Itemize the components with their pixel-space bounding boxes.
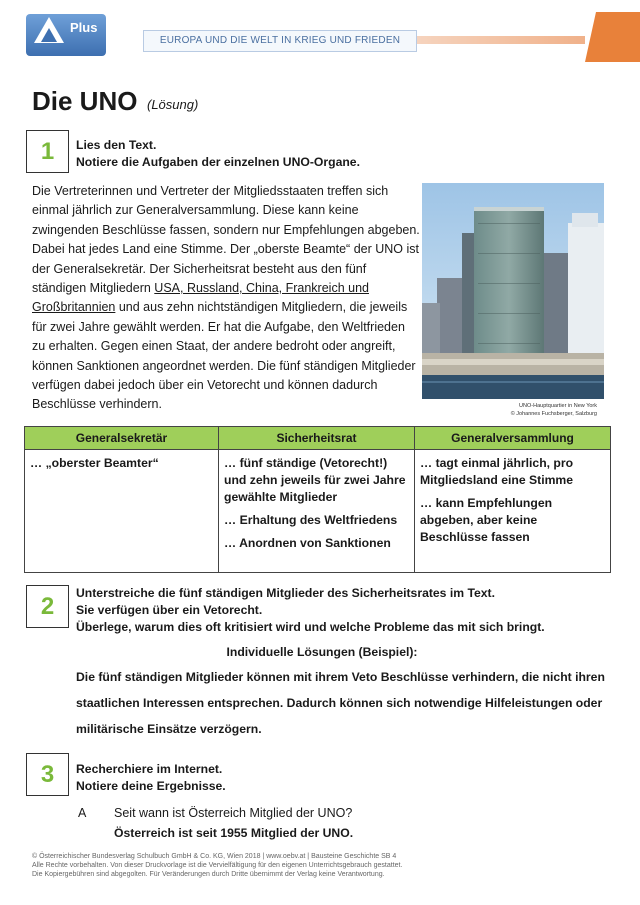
- un-headquarters-photo: [422, 183, 604, 399]
- cell-text: … kann Empfehlungen abgeben, aber keine Beschlüsse fassen: [420, 496, 553, 544]
- page-title: Die UNO: [32, 86, 138, 116]
- series-title: EUROPA UND DIE WELT IN KRIEG UND FRIEDEN: [143, 30, 417, 52]
- research-question: Seit wann ist Österreich Mitglied der UNO?: [114, 806, 353, 820]
- task3-instructions: [76, 761, 226, 795]
- cell-text: … Erhaltung des Weltfriedens: [224, 513, 398, 527]
- task1-instructions: [76, 137, 360, 171]
- task3-line1: Recherchiere im Internet.: [76, 762, 223, 776]
- task2-line3: Überlege, warum dies oft kritisiert wird und welche Probleme das mit sich bringt.: [76, 620, 545, 634]
- cell-generalversammlung: [415, 450, 611, 573]
- table-header-row: [25, 427, 611, 450]
- table-row: [25, 450, 611, 573]
- reading-text-part2: und aus zehn nichtständigen Mitgliedern, die jeweils für zwei Jahre gewählt werden. Er hat die Aufgabe, den Weltfrieden zu erhalten. Gegen einen Staat, der andere bedroht oder angreift, können Sanktionen angeordnet werden. Die fünf ständigen Mitglieder verfügen dabei jedoch über ein Vetorecht und können dadurch Beschlüsse verhindern.: [32, 300, 416, 412]
- task-number-1: 1: [26, 130, 69, 173]
- logo-text: Plus: [70, 20, 98, 35]
- task1-line2: Notiere die Aufgaben der einzelnen UNO-Organe.: [76, 155, 360, 169]
- solution-heading: Individuelle Lösungen (Beispiel):: [226, 645, 418, 659]
- cell-generalsekretaer: [25, 450, 219, 573]
- task-number-2: 2: [26, 585, 69, 628]
- footer-line-3: Die Kopiergebühren sind abgegolten. Für Veränderungen durch Dritte übernimmt der Verlag keine Verantwortung.: [32, 871, 385, 878]
- task2-instructions: [76, 585, 616, 636]
- reading-text: [32, 182, 420, 415]
- un-organs-table: [24, 426, 611, 573]
- cell-text: … tagt einmal jährlich, pro Mitgliedsland eine Stimme: [420, 456, 574, 487]
- underlined-members: USA, Russland, China, Frankreich und Großbritannien: [32, 281, 369, 315]
- image-credit: © Johannes Fuchsberger, Salzburg: [510, 411, 597, 417]
- footer-line-1: © Österreichischer Bundesverlag Schulbuch GmbH & Co. KG, Wien 2018 | www.oebv.at | Bausteine Geschichte SB 4: [32, 853, 397, 860]
- footer-line-2: Alle Rechte vorbehalten. Von dieser Druckvorlage ist die Vervielfältigung für den eigenen Unterrichtsgebrauch gestattet.: [32, 862, 403, 869]
- reading-text-part1: Die Vertreterinnen und Vertreter der Mitgliedsstaaten treffen sich einmal jährlich zur Generalversammlung. Diese kann keine zwingenden Beschlüsse fassen, sondern nur Empfehlungen abgeben. Dabei hat jedes Land eine Stimme. Der „oberste Beamte“ der UNO ist der Generalsekretär. Der Sicherheitsrat besteht aus den fünf ständigen Mitgliedern: [32, 184, 420, 296]
- footer-copyright: [32, 852, 622, 879]
- header-orange-accent: [585, 12, 640, 62]
- answer-line-1: Die fünf ständigen Mitglieder können mit ihrem Veto Beschlüsse verhindern, die nicht ihren: [76, 670, 605, 684]
- table-header-generalsekretaer: Generalsekretär: [25, 427, 219, 450]
- item-letter: A: [78, 806, 87, 820]
- page-subtitle: (Lösung): [147, 97, 199, 112]
- answer-line-2: staatlichen Interessen entsprechen. Dadurch können sich notwendige Hilfeleistungen oder: [76, 696, 603, 710]
- image-caption: [422, 402, 597, 418]
- research-answer: Österreich ist seit 1955 Mitglied der UNO.: [114, 826, 354, 840]
- cell-text: … „oberster Beamter“: [30, 456, 159, 470]
- task1-line1: Lies den Text.: [76, 138, 157, 152]
- answer-line-3: militärische Einsätze verzögern.: [76, 722, 262, 736]
- table-header-generalversammlung: Generalversammlung: [415, 427, 611, 450]
- cell-text: … fünf ständige (Vetorecht!) und zehn jeweils für zwei Jahre gewählte Mitglieder: [224, 456, 406, 504]
- task3-line2: Notiere deine Ergebnisse.: [76, 779, 226, 793]
- table-header-sicherheitsrat: Sicherheitsrat: [219, 427, 415, 450]
- image-caption-title: UNO-Hauptquartier in New York: [519, 403, 597, 409]
- header-stripe: [410, 36, 585, 44]
- cell-sicherheitsrat: [219, 450, 415, 573]
- logo-inner-triangle-icon: [41, 28, 57, 42]
- task-number-3: 3: [26, 753, 69, 796]
- task2-line2: Sie verfügen über ein Vetorecht.: [76, 603, 263, 617]
- cell-text: … Anordnen von Sanktionen: [224, 536, 391, 550]
- task2-line1: Unterstreiche die fünf ständigen Mitglieder des Sicherheitsrates im Text.: [76, 586, 495, 600]
